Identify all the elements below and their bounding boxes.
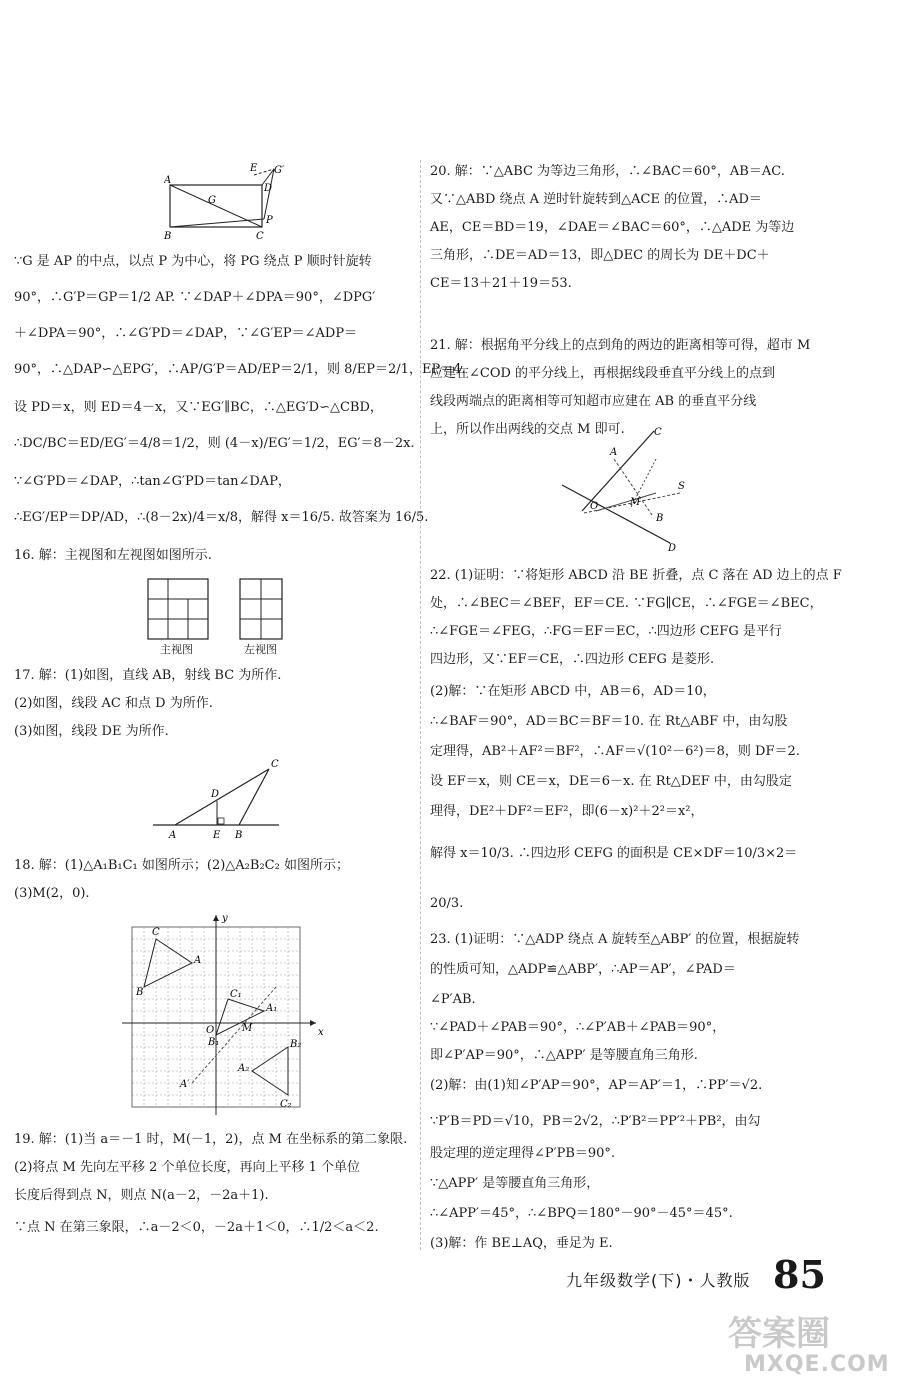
fig-label: C	[654, 427, 662, 438]
text-line: 四边形，又∵EF＝CE，∴四边形 CEFG 是菱形.	[430, 652, 715, 667]
text-line: 理得，DE²＋DF²＝EF²，即(6－x)²＋2²＝x²，	[430, 804, 704, 819]
watermark-logo	[722, 1306, 897, 1386]
fig-label: O	[206, 1025, 215, 1036]
question-22: 22. (1)证明：∵将矩形 ABCD 沿 BE 折叠，点 C 落在 AD 边上的点 F	[430, 568, 842, 583]
fig-label: C	[256, 231, 264, 242]
text-line: ＋∠DPA＝90°，∴∠G′PD＝∠DAP，∵∠G′EP＝∠ADP＝	[14, 326, 358, 341]
text-line: (3)解：作 BE⊥AQ，垂足为 E.	[430, 1236, 613, 1251]
fig-label: M	[630, 497, 641, 508]
text-line: ∴∠APP′＝45°，∴∠BPQ＝180°－90°－45°＝45°.	[430, 1206, 733, 1221]
fig-label: D	[211, 789, 220, 800]
q17-figure	[149, 745, 299, 840]
text-line: ∵∠G′PD＝∠DAP，∴tan∠G′PD＝tan∠DAP，	[14, 474, 291, 489]
text-line: 设 PD＝x，则 ED＝4－x，又∵EG′∥BC，∴△EG′D∽△CBD，	[14, 400, 383, 415]
text-line: 股定理的逆定理得∠P′PB＝90°.	[430, 1146, 616, 1161]
q21-figure	[560, 423, 710, 553]
q16-views-figure	[144, 575, 304, 655]
front-view-caption: 主视图	[160, 643, 193, 656]
text-line: ∴EG′/EP＝DP/AD，∴(8－2x)/4＝x/8，解得 x＝16/5. 故答案为 16/5.	[14, 510, 429, 525]
text-line: ∵G 是 AP 的中点，以点 P 为中心，将 PG 绕点 P 顺时针旋转	[14, 254, 372, 269]
question-17: 17. 解：(1)如图，直线 AB，射线 BC 为所作.	[14, 668, 282, 683]
column-divider	[420, 160, 421, 1250]
question-18: 18. 解：(1)△A₁B₁C₁ 如图所示；(2)△A₂B₂C₂ 如图所示；	[14, 858, 349, 873]
question-19: 19. 解：(1)当 a＝－1 时，M(－1，2)，点 M 在坐标系的第二象限.	[14, 1132, 408, 1147]
text-line: 处，∴∠BEC＝∠BEF，EF＝CE. ∵FG∥CE，∴∠FGE＝∠BEC，	[430, 596, 823, 611]
fig-label: E	[213, 830, 221, 840]
text-line: 设 EF＝x，则 CE＝x，DE＝6－x. 在 Rt△DEF 中，由勾股定	[430, 774, 792, 789]
text-line: (2)如图，线段 AC 和点 D 为所作.	[14, 696, 213, 711]
text-line: ∵点 N 在第三象限，∴a－2＜0，－2a＋1＜0，∴1/2＜a＜2.	[14, 1220, 379, 1235]
fig-label: A	[194, 955, 202, 966]
text-line: 长度后得到点 N，则点 N(a－2，－2a＋1).	[14, 1188, 269, 1203]
question-23: 23. (1)证明：∵△ADP 绕点 A 旋转至△ABP′ 的位置，根据旋转	[430, 932, 800, 947]
fig-label: A	[610, 447, 618, 458]
page-number: 85	[773, 1252, 826, 1297]
text-line: ∠P′AB.	[430, 992, 476, 1007]
text-line: 又∵△ABD 绕点 A 逆时针旋转到△ACE 的位置，∴AD＝	[430, 192, 762, 207]
fig-label: y	[222, 913, 228, 924]
text-line: 的性质可知，△ADP≌△ABP′，∴AP＝AP′，∠PAD＝	[430, 962, 736, 977]
fig-label: B₁	[208, 1037, 220, 1048]
text-line: ∵∠PAD＋∠PAB＝90°，∴∠P′AB＋∠PAB＝90°，	[430, 1020, 726, 1035]
question-21: 21. 解：根据角平分线上的点到角的两边的距离相等可得，超市 M	[430, 338, 811, 353]
text-line: 20/3.	[430, 896, 464, 911]
q15-rectangle-figure	[164, 163, 314, 248]
text-line: CE＝13＋21＋19＝53.	[430, 276, 572, 291]
fig-label: O	[590, 501, 599, 512]
text-line: 90°，∴G′P＝GP＝1/2 AP. ∵∠DAP＋∠DPA＝90°，∠DPG′	[14, 290, 376, 305]
text-line: 应建在∠COD 的平分线上，再根据线段垂直平分线上的点到	[430, 366, 776, 381]
fig-label: D	[264, 183, 273, 194]
fig-label: S	[678, 481, 685, 492]
fig-label: A′	[180, 1079, 190, 1090]
fig-label: B₂	[290, 1039, 302, 1050]
fig-label: G	[208, 195, 216, 206]
text-line: AE，CE＝BD＝19，∠DAE＝∠BAC＝60°，∴△ADE 为等边	[430, 220, 795, 235]
fig-label: A₁	[266, 1003, 278, 1014]
fig-label: x	[318, 1027, 324, 1038]
fig-label: A₂	[238, 1063, 250, 1074]
left-view-caption: 左视图	[244, 643, 277, 656]
fig-label: E	[250, 163, 258, 174]
text-line: (2)解：∵在矩形 ABCD 中，AB＝6，AD＝10，	[430, 684, 716, 699]
fig-label: B	[656, 513, 664, 524]
fig-label: M	[242, 1023, 253, 1034]
fig-label: D	[668, 543, 677, 553]
text-line: 定理得，AB²＋AF²＝BF²，∴AF＝√(10²－6²)＝8，则 DF＝2.	[430, 744, 800, 759]
footer-book-title: 九年级数学(下)・人教版	[566, 1271, 751, 1290]
text-line: (2)将点 M 先向左平移 2 个单位长度，再向上平移 1 个单位	[14, 1160, 361, 1175]
question-20: 20. 解：∵△ABC 为等边三角形，∴∠BAC＝60°，AB＝AC.	[430, 164, 785, 179]
text-line: 三角形，∴DE＝AD＝13，即△DEC 的周长为 DE＋DC＋	[430, 248, 770, 263]
fig-label: C	[271, 759, 279, 770]
question-16: 16. 解：主视图和左视图如图所示.	[14, 548, 212, 563]
fig-label: B	[136, 987, 144, 998]
text-line: 线段两端点的距离相等可知超市应建在 AB 的垂直平分线	[430, 394, 757, 409]
text-line: ∴∠FGE＝∠FEG，∴FG＝EF＝EC，∴四边形 CEFG 是平行	[430, 624, 782, 639]
text-line: (3)M(2，0).	[14, 886, 90, 901]
text-line: ∵△APP′ 是等腰直角三角形，	[430, 1176, 600, 1191]
q18-grid-figure	[118, 911, 328, 1116]
text-line: ∴DC/BC＝ED/EG′＝4/8＝1/2，则 (4－x)/EG′＝1/2，EG′＝8－2x.	[14, 436, 415, 451]
watermark-top: 答案圈	[728, 1314, 830, 1354]
watermark-bottom: MXQE.COM	[744, 1352, 890, 1377]
fig-label: P	[266, 215, 273, 226]
text-line: (2)解：由(1)知∠P′AP＝90°，AP＝AP′＝1，∴PP′＝√2.	[430, 1078, 763, 1093]
text-line: ∴∠BAF＝90°，AD＝BC＝BF＝10. 在 Rt△ABF 中，由勾股	[430, 714, 788, 729]
fig-label: B	[164, 231, 172, 242]
fig-label: A	[164, 175, 172, 186]
text-line: 解得 x＝10/3. ∴四边形 CEFG 的面积是 CE×DF＝10/3×2＝	[430, 846, 798, 861]
text-line: 上，所以作出两线的交点 M 即可.	[430, 422, 625, 437]
text-line: 即∠P′AP＝90°，∴△APP′ 是等腰直角三角形.	[430, 1048, 698, 1063]
fig-label: C₁	[230, 989, 242, 1000]
text-line: ∵P′B＝PD＝√10，PB＝2√2，∴P′B²＝PP′²＋PB²，由勾	[430, 1114, 761, 1129]
fig-label: G′	[274, 165, 285, 176]
fig-label: C₂	[280, 1099, 292, 1110]
fig-label: C	[152, 927, 160, 938]
fig-label: A	[169, 830, 177, 840]
text-line: 90°，∴△DAP∽△EPG′，∴AP/G′P＝AD/EP＝2/1，则 8/EP＝2/1，EP＝4.	[14, 362, 466, 377]
fig-label: B	[235, 830, 243, 840]
text-line: (3)如图，线段 DE 为所作.	[14, 724, 169, 739]
